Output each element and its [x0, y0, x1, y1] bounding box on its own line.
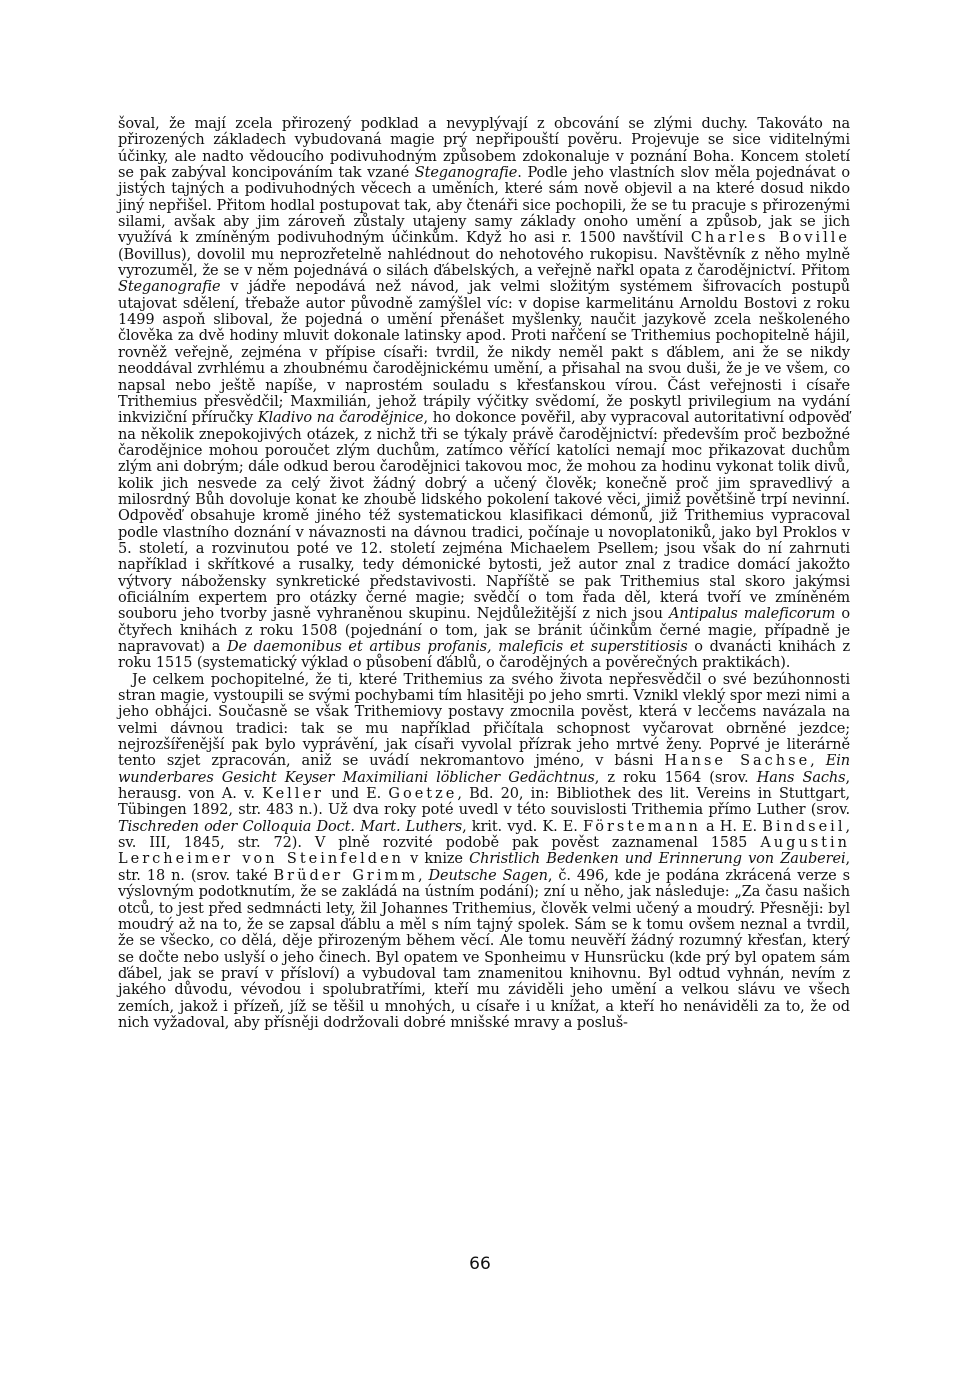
text-run: šoval, že mají zcela přirozený podklad a nevyplývají z obcování se zlými duchy. Takováto na přirozených základech vybudovaná magie prý nepřipouští pověru. Projevuje se sice viditelnými účinky, ale nadto vědoucího podivuhodným způsobem zdokonaluje v poznání Boha. Koncem století se pak zabýval koncipováním tak vzané	[118, 116, 850, 182]
text-run: und E.	[323, 786, 389, 803]
text-run: Je celkem pochopitelné, že ti, které Trithemius za svého života nepřesvědčil o své bezúhonnosti stran magie, vystoupili se svými pochybami tím hlasitěji po jeho smrti. Vznikl vleklý spor mezi nimi a jeho obhájci. Současně se však Trithemiovy postavy zmocnila pověst, která v lecčems navázala na velmi dávnou tradici: tak se mu například přičítala schopnost vyčarovat obrněné jezdce; nejrozšířenější pak bylo vyprávění, jak císaři vyvolal přízrak jeho mrtvé ženy. Poprvé je literárně tento szjet zpracován, aniž se uvádí nekromantovo jméno, v básni	[118, 671, 850, 770]
page-number: 66	[469, 1254, 491, 1274]
page-body	[118, 116, 850, 1031]
spaced-name: Brüder Grimm	[273, 867, 418, 884]
text-run: ,	[418, 867, 429, 884]
text-run: o dvanácti knihách z roku 1515 (systematický výklad o působení ďáblů, o čarodějných a pověrečných praktikách).	[118, 639, 850, 672]
text-run: o čtyřech knihách z roku 1508 (pojednání o tom, jak se bránit účinkům černé magie, případně je napravovat) a	[118, 606, 850, 655]
text-run: v knize	[404, 851, 470, 868]
paragraph	[118, 116, 850, 672]
spaced-name: Augustin Lercheimer von Steinfelden	[118, 835, 850, 868]
italic-title: Kladivo na čarodějnice	[257, 410, 424, 427]
text-run: , str. 18 n. (srov. také	[118, 851, 851, 884]
spaced-name: Förstemann	[582, 818, 701, 835]
spaced-name: Bindseil	[762, 818, 846, 835]
spaced-name: Hanse Sachse	[664, 753, 811, 770]
paragraph	[118, 672, 850, 1032]
italic-title: Christlich Bedenken und Erinnerung von Zauberei	[469, 851, 846, 868]
text-run: v jádře nepodává než návod, jak velmi složitým systémem šifrovacích postupů utajovat sdělení, třebaže autor původně zamýšlel víc: v dopise karmelitánu Arnoldu Bostovi z roku 1499 aspoň sliboval, že pojedná o umění přenášet myšlenky, naučit jazykově zcela neškoleného člověka za dvě hodiny mluvit dokonale latinsky apod. Proti nařčení se Trithemius pochopitelně hájil, rovněž veřejně, zejména v přípise císaři: tvrdil, že nikdy neměl pakt s ďáblem, ani že se nikdy neoddával zvrhlému a zhoubnému čarodějnickému umění, a přisahal na svou duši, že je ve všem, co napsal nebo ještě napíše, v naprostém souladu s křesťanskou vírou. Část veřejnosti i císaře Trithemius přesvědčil; Maxmilián, jehož trápily výčitky svědomí, že poskytl privilegium na vydání inkviziční příručky	[118, 279, 850, 427]
italic-title: De daemonibus et artibus profanis, maleficis et superstitiosis	[226, 639, 688, 655]
text-run: a H. E.	[700, 818, 763, 835]
text-run: . Podle jeho vlastních slov měla pojednávat o jistých tajných a podivuhodných věcech a uměních, které sám nově objevil a na které dosud nikdo jiný nepřišel. Přitom hodlal postupovat tak, aby čtenáři sice pochopili, že se tu pracuje s přirozenými silami, avšak aby jim zároveň zůstaly utajeny samy základy onoho umění a způsob, jak se jich využívá k zmíněným podivuhodným účinkům. Když ho asi r. 1500 navštívil	[118, 165, 850, 247]
text-run: , ho dokonce pověřil, aby vypracoval autoritativní odpověď na několik znepokojivých otázek, z nichž tři se týkaly právě čarodějnictví: především proč bezbožné čarodějnice mohou poroučet zlým duchům, zatímco věřící katolíci nemají moc přikazovat duchům zlým ani dobrým; dále odkud berou čarodějnici takovou moc, že mohou za hodinu vykonat tolik divů, kolik jich nesvede za celý život žádný dobrý a učený člověk; konečně proč jim spravedlivý a milosrdný Bůh dovoluje konat ke zhoubě lidského pokolení takové věci, jimiž povětšině trpí nevinní. Odpověď obsahuje kromě jiného též systematickou klasifikaci démonů, již Trithemius vypracoval podle vlastního doznání v návaznosti na dávnou tradici, počínaje u novoplatoniků, jako byl Proklos v 5. století, a rozvinutou poté ve 12. století zejména Michaelem Psellem; jsou však do ní zahrnuti například i skřítkové a rusalky, tedy démonické bytosti, jež autor znal z tradice domácí jakožto výtvory nábožensky synkretické představivosti. Napříště se pak Trithemius stal skoro jakýmsi oficiálním expertem pro otázky černé magie; svědčí o tom řada děl, která tvoří ve zmíněném souboru jeho tvorby jasně vyhraněnou skupinu. Nejdůležitější z nich jsou	[118, 410, 850, 623]
spaced-name: Charles Boville	[690, 230, 850, 247]
spaced-name: Goetze	[388, 786, 458, 803]
spaced-name: Keller	[262, 786, 324, 803]
text-run: (Bovillus), dovolil mu neprozřetelně nahlédnout do nehotového rukopisu. Navštěvník z něho mylně vyrozuměl, že se v něm pojednává o silách ďábelských, a veřejně nařkl opata z čarodějnictví. Přitom	[118, 246, 850, 280]
text-run: , z roku 1564 (srov.	[594, 769, 757, 786]
text-run: , Bd. 20, in: Bibliothek des lit. Vereins in Stuttgart, Tübingen 1892, str. 483 n.). Už dva roky poté uvedl v této souvislosti Trithemia přímo Luther (srov.	[118, 786, 850, 819]
italic-title: Ein wunderbares Gesicht Keyser Maximiliani löblicher Gedächtnus	[118, 753, 850, 786]
italic-title: Steganografie	[118, 279, 221, 296]
text-run: , krit. vyd. K. E.	[462, 818, 583, 835]
text-run: , sv. III, 1845, str. 72). V plně rozvité podobě pak pověst zaznamenal 1585	[118, 818, 850, 852]
italic-title: Hans Sachs	[756, 769, 846, 786]
italic-title: Tischreden oder Colloquia Doct. Mart. Luthers	[118, 818, 463, 835]
text-run: , č. 496, kde je podána zkrácená verze s výslovným podotknutím, že se zakládá na ústním podání); zní u něho, jak následuje: „Za času našich otců, to jest před sedmnácti lety, žil Johannes Trithemius, člověk velmi učený a moudrý. Přesněji: byl moudrý až na to, že se zapsal ďáblu a měl s ním tajný spolek. Sám se k tomu ovšem neznal a tvrdil, že se všecko, co dělá, děje přirozeným během věcí. Ale tomu neuvěří žádný rozumný křesťan, který se dočte nebo uslyší o jeho činech. Byl opatem ve Sponheimu v Hunsrücku (kde prý byl opatem sám ďábel, jak se praví v přísloví) a vybudoval tam znamenitou knihovnu. Byl odtud vyhnán, nevím z jakého důvodu, vévodou i spolubratřími, kteří mu záviděli jeho umění a velkou slávu ve všech zemích, jakož i přízeň, jíž se těšil u mnohých, u císaře i u knížat, a kteří ho nenáviděli za to, že od nich vyžadoval, aby přísněji dodržovali dobré mnišské mravy a posluš-	[118, 867, 851, 1031]
italic-title: Steganografie	[414, 165, 518, 182]
text-run: , herausg. von A. v.	[118, 769, 850, 803]
italic-title: Deutsche Sagen	[428, 867, 548, 884]
text-run: ,	[810, 753, 826, 770]
italic-title: Antipalus maleficorum	[668, 606, 836, 623]
